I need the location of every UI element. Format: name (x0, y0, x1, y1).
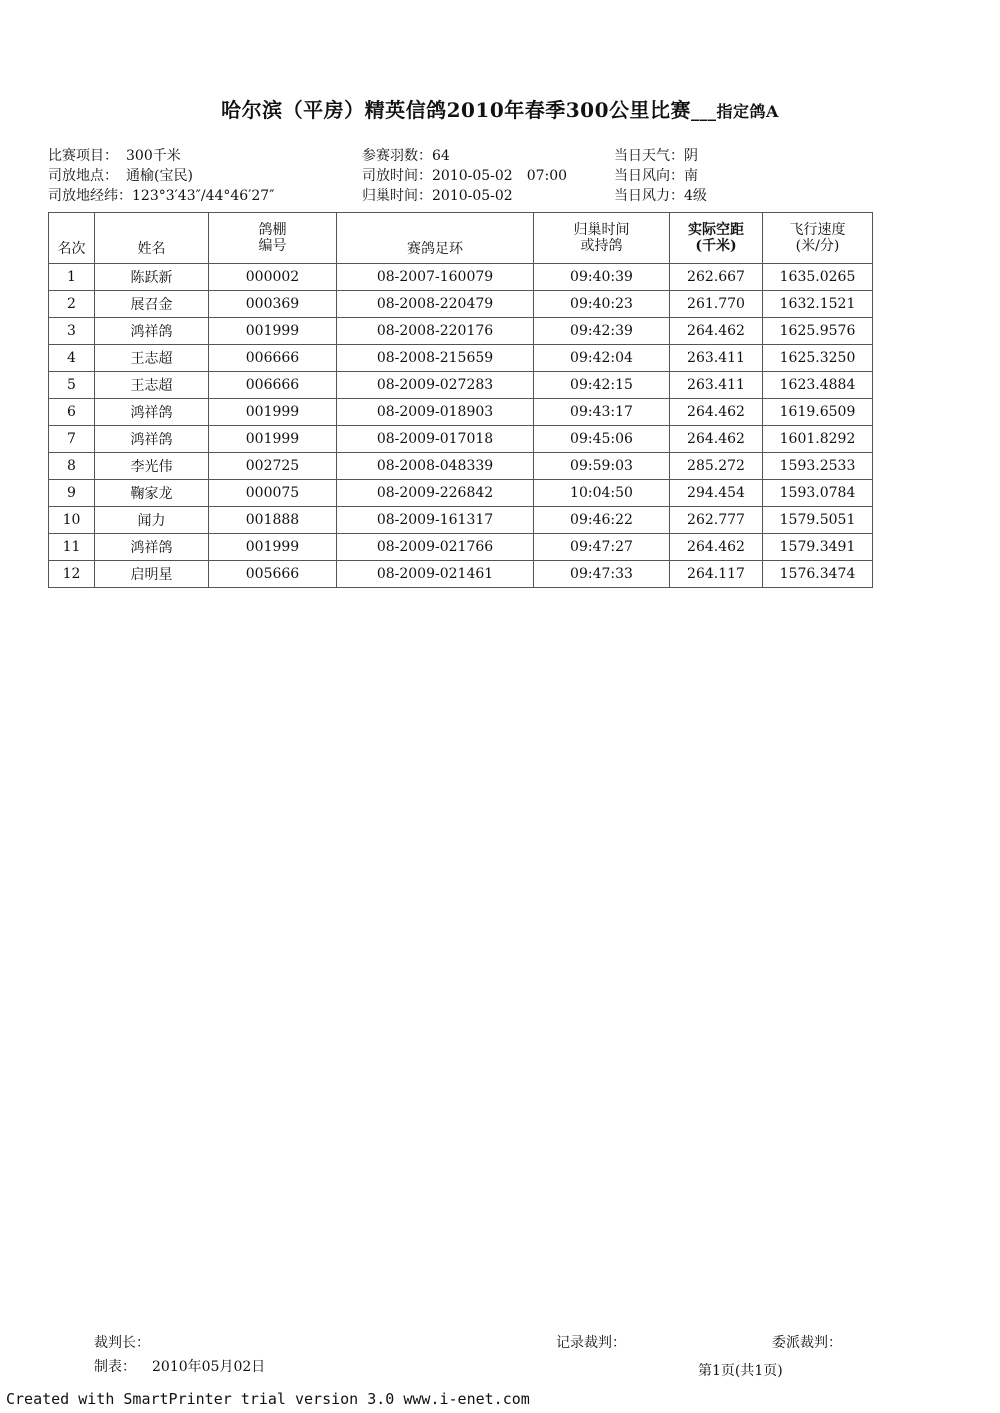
cell-time: 10:04:50 (534, 480, 670, 507)
info-coords (48, 186, 274, 206)
table-row (49, 561, 873, 588)
results-table (48, 212, 873, 588)
cell-name: 王志超 (95, 372, 209, 399)
info-release-place (48, 166, 193, 186)
cell-name: 鸿祥鸽 (95, 426, 209, 453)
trial-watermark: Created with SmartPrinter trial version 3.0 www.i-enet.com (6, 1390, 530, 1408)
info-birds (362, 146, 450, 166)
table-header-row (49, 213, 873, 264)
cell-time: 09:42:15 (534, 372, 670, 399)
coords-label: 司放地经纬： (48, 188, 132, 204)
report-title-suffix: ___指定鸽A (691, 102, 779, 121)
cell-rank: 8 (49, 453, 95, 480)
cell-ring: 08-2009-027283 (337, 372, 534, 399)
header-return-time: 归巢时间 或持鸽 (534, 213, 670, 264)
table-row (49, 264, 873, 291)
cell-name: 鸿祥鸽 (95, 399, 209, 426)
cell-distance: 262.777 (670, 507, 763, 534)
cell-loft: 000075 (209, 480, 337, 507)
cell-speed: 1632.1521 (763, 291, 873, 318)
event-value: 300千米 (126, 148, 181, 164)
cell-loft: 001999 (209, 426, 337, 453)
table-row (49, 453, 873, 480)
return-time-label: 归巢时间： (362, 188, 432, 204)
cell-name: 陈跃新 (95, 264, 209, 291)
report-title-main: 哈尔滨（平房）精英信鸽2010年春季300公里比赛 (221, 98, 691, 122)
cell-name: 鸿祥鸽 (95, 318, 209, 345)
cell-speed: 1619.6509 (763, 399, 873, 426)
event-label: 比赛项目： (48, 148, 118, 164)
return-time-value: 2010-05-02 (432, 188, 513, 204)
wind-direction-label: 当日风向： (614, 168, 684, 184)
header-ring-number: 赛鸽足环 (337, 213, 534, 264)
cell-name: 启明星 (95, 561, 209, 588)
cell-speed: 1579.5051 (763, 507, 873, 534)
cell-ring: 08-2008-215659 (337, 345, 534, 372)
cell-speed: 1601.8292 (763, 426, 873, 453)
birds-label: 参赛羽数： (362, 148, 432, 164)
cell-time: 09:42:04 (534, 345, 670, 372)
table-row (49, 507, 873, 534)
info-event (48, 146, 181, 166)
info-return-time (362, 186, 513, 206)
cell-loft: 001888 (209, 507, 337, 534)
coords-value: 123°3′43″/44°46′27″ (132, 188, 275, 204)
cell-speed: 1625.3250 (763, 345, 873, 372)
report-title (0, 94, 1000, 123)
cell-speed: 1635.0265 (763, 264, 873, 291)
cell-rank: 1 (49, 264, 95, 291)
cell-speed: 1593.0784 (763, 480, 873, 507)
cell-speed: 1579.3491 (763, 534, 873, 561)
wind-force-value: 4级 (684, 188, 707, 204)
cell-name: 鞠家龙 (95, 480, 209, 507)
release-place-label: 司放地点： (48, 168, 118, 184)
cell-distance: 261.770 (670, 291, 763, 318)
table-row (49, 318, 873, 345)
release-time-value: 2010-05-02 07:00 (432, 168, 568, 184)
cell-distance: 264.117 (670, 561, 763, 588)
delegate-label: 委派裁判： (772, 1335, 842, 1351)
cell-loft: 005666 (209, 561, 337, 588)
cell-distance: 294.454 (670, 480, 763, 507)
chief-judge-label: 裁判长： (94, 1335, 150, 1351)
cell-loft: 000369 (209, 291, 337, 318)
cell-distance: 264.462 (670, 399, 763, 426)
cell-distance: 264.462 (670, 426, 763, 453)
cell-time: 09:43:17 (534, 399, 670, 426)
cell-distance: 262.667 (670, 264, 763, 291)
cell-rank: 12 (49, 561, 95, 588)
cell-loft: 006666 (209, 372, 337, 399)
cell-name: 闻力 (95, 507, 209, 534)
cell-rank: 11 (49, 534, 95, 561)
cell-speed: 1623.4884 (763, 372, 873, 399)
cell-loft: 001999 (209, 318, 337, 345)
table-row (49, 345, 873, 372)
birds-value: 64 (432, 148, 450, 164)
results-body (49, 264, 873, 588)
header-loft-number: 鸽棚 编号 (209, 213, 337, 264)
header-speed: 飞行速度 (米/分) (763, 213, 873, 264)
made-by (94, 1356, 265, 1376)
cell-distance: 264.462 (670, 534, 763, 561)
cell-ring: 08-2009-161317 (337, 507, 534, 534)
cell-loft: 006666 (209, 345, 337, 372)
cell-name: 王志超 (95, 345, 209, 372)
cell-ring: 08-2008-048339 (337, 453, 534, 480)
info-wind-direction (614, 166, 698, 186)
cell-time: 09:40:23 (534, 291, 670, 318)
cell-loft: 002725 (209, 453, 337, 480)
cell-rank: 10 (49, 507, 95, 534)
cell-time: 09:42:39 (534, 318, 670, 345)
cell-time: 09:40:39 (534, 264, 670, 291)
cell-loft: 001999 (209, 399, 337, 426)
cell-time: 09:47:33 (534, 561, 670, 588)
cell-ring: 08-2009-021461 (337, 561, 534, 588)
page-indicator: 第1页(共1页) (698, 1363, 783, 1379)
wind-direction-value: 南 (684, 168, 698, 184)
made-by-label: 制表： (94, 1359, 136, 1375)
cell-ring: 08-2009-017018 (337, 426, 534, 453)
wind-force-label: 当日风力： (614, 188, 684, 204)
release-time-label: 司放时间： (362, 168, 432, 184)
cell-rank: 6 (49, 399, 95, 426)
cell-loft: 001999 (209, 534, 337, 561)
cell-speed: 1625.9576 (763, 318, 873, 345)
cell-name: 鸿祥鸽 (95, 534, 209, 561)
cell-ring: 08-2009-226842 (337, 480, 534, 507)
header-distance: 实际空距 (千米) (670, 213, 763, 264)
cell-rank: 5 (49, 372, 95, 399)
cell-distance: 264.462 (670, 318, 763, 345)
cell-time: 09:59:03 (534, 453, 670, 480)
cell-ring: 08-2007-160079 (337, 264, 534, 291)
weather-label: 当日天气： (614, 148, 684, 164)
info-weather (614, 146, 698, 166)
header-name: 姓名 (95, 213, 209, 264)
table-row (49, 534, 873, 561)
cell-loft: 000002 (209, 264, 337, 291)
cell-name: 李光伟 (95, 453, 209, 480)
cell-ring: 08-2008-220176 (337, 318, 534, 345)
weather-value: 阴 (684, 148, 698, 164)
cell-distance: 285.272 (670, 453, 763, 480)
cell-distance: 263.411 (670, 345, 763, 372)
cell-ring: 08-2008-220479 (337, 291, 534, 318)
cell-rank: 4 (49, 345, 95, 372)
cell-distance: 263.411 (670, 372, 763, 399)
cell-time: 09:47:27 (534, 534, 670, 561)
header-rank: 名次 (49, 213, 95, 264)
made-date: 2010年05月02日 (152, 1359, 266, 1375)
cell-rank: 9 (49, 480, 95, 507)
cell-rank: 7 (49, 426, 95, 453)
cell-speed: 1576.3474 (763, 561, 873, 588)
release-place-value: 通榆(宝民) (126, 168, 193, 184)
table-row (49, 399, 873, 426)
table-row (49, 480, 873, 507)
cell-time: 09:46:22 (534, 507, 670, 534)
table-row (49, 291, 873, 318)
cell-rank: 3 (49, 318, 95, 345)
cell-ring: 08-2009-018903 (337, 399, 534, 426)
cell-time: 09:45:06 (534, 426, 670, 453)
cell-ring: 08-2009-021766 (337, 534, 534, 561)
cell-name: 展召金 (95, 291, 209, 318)
info-release-time (362, 166, 567, 186)
cell-rank: 2 (49, 291, 95, 318)
recorder-label: 记录裁判： (556, 1335, 626, 1351)
table-row (49, 372, 873, 399)
table-row (49, 426, 873, 453)
cell-speed: 1593.2533 (763, 453, 873, 480)
info-wind-force (614, 186, 707, 206)
